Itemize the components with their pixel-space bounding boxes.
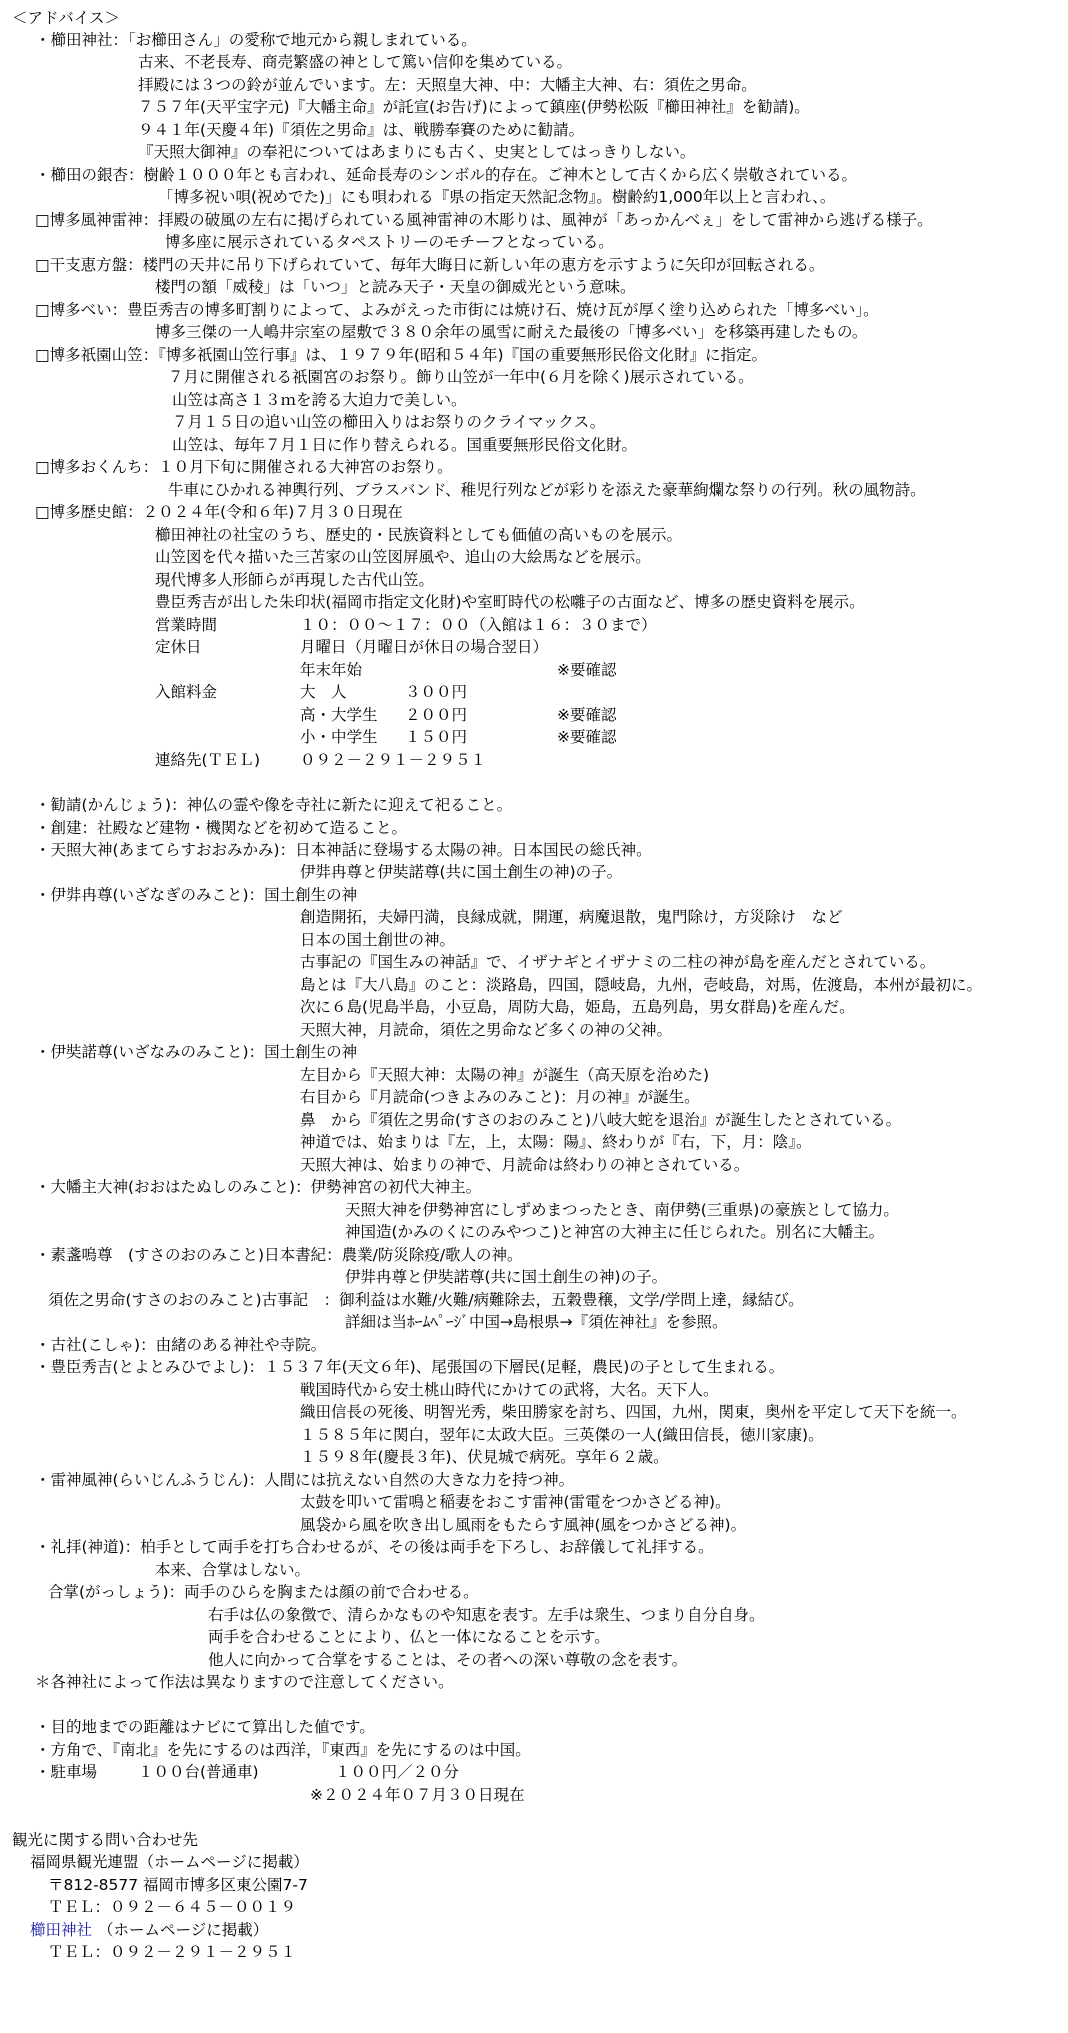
text-line: 神国造(かみのくにのみやつこ)と神宮の大神主に任じられた。別名に大幡主。: [345, 1223, 885, 1241]
text-line: 観光に関する問い合わせ先: [12, 1831, 199, 1849]
museum-tel-label: 連絡先(ＴＥＬ): [155, 751, 261, 769]
text-line: ・伊弉冉尊(いざなぎのみこと)：国土創生の神: [35, 886, 358, 904]
text-line: 右手は仏の象徴で、清らかなものや知恵を表す。左手は衆生、つまり自分自身。: [208, 1606, 765, 1624]
text-line: 右目から『月読命(つきよみのみこと)：月の神』が誕生。: [300, 1088, 700, 1106]
text-line: □博多おくんち：１０月下旬に開催される大神宮のお祭り。: [35, 458, 453, 476]
text-line: 左目から『天照大神：太陽の神』が誕生（高天原を治めた): [300, 1066, 710, 1084]
text-line: ＊各神社によって作法は異なりますので注意してください。: [35, 1673, 454, 1691]
museum-fee-label: 入館料金: [155, 683, 218, 701]
text-line: ・雷神風神(らいじんふうじん)：人間には抗えない自然の大きな力を持つ神。: [35, 1471, 575, 1489]
text-line: □博多べい：豊臣秀吉の博多町割りによって、よみがえった市街には焼け石、焼け瓦が厚く塗り込められた「博多べい」。: [35, 301, 879, 319]
text-line: ・豊臣秀吉(とよとみひでよし)：１５３７年(天文６年)、尾張国の下層民(足軽，農民)の子として生まれる。: [35, 1358, 785, 1376]
text-line: □博多歴史館：２０２４年(令和６年)７月３０日現在: [35, 503, 403, 521]
text-line: ２００円: [405, 706, 468, 724]
museum-tel-value: ０９２－２９１－２９５１: [300, 751, 487, 769]
text-line: ・目的地までの距離はナビにて算出した値です。: [35, 1718, 375, 1736]
text-line: ・大幡主大神(おおはたぬしのみこと)：伊勢神宮の初代大神主。: [35, 1178, 482, 1196]
text-line: 太鼓を叩いて雷鳴と稲妻をおこす雷神(雷電をつかさどる神)。: [300, 1493, 731, 1511]
text-line: 拝殿には３つの鈴が並んでいます。左：天照皇大神、中：大幡主大神、右：須佐之男命。: [138, 76, 757, 94]
text-line: （ホームページに掲載）: [98, 1921, 269, 1939]
text-line: 櫛田神社の社宝のうち、歴史的・民族資料としても価値の高いものを展示。: [155, 526, 683, 544]
text-line: ※２０２４年０７月３０日現在: [310, 1786, 525, 1804]
text-line: １５０円: [405, 728, 468, 746]
text-line: 神道では、始まりは『左，上，太陽：陽』、終わりが『右，下，月：陰』。: [300, 1133, 812, 1151]
section-heading: ＜アドバイス＞: [12, 9, 121, 27]
text-line: ７月１５日の追い山笠の櫛田入りはお祭りのクライマックス。: [172, 413, 606, 431]
text-line: 櫛田神社: [30, 1921, 93, 1939]
text-line: 現代博多人形師らが再現した古代山笠。: [155, 571, 435, 589]
text-line: ９４１年(天慶４年)『須佐之男命』は、戦勝奉賽のために勧請。: [138, 121, 585, 139]
text-line: 日本の国土創世の神。: [300, 931, 456, 949]
text-line: 豊臣秀吉が出した朱印状(福岡市指定文化財)や室町時代の松囃子の古面など、博多の歴史資料を展示。: [155, 593, 865, 611]
text-line: ・伊奘諾尊(いざなみのみこと)：国土創生の神: [35, 1043, 358, 1061]
text-line: ・櫛田神社：「お櫛田さん」の愛称で地元から親しまれている。: [35, 31, 477, 49]
museum-closed-label: 定休日: [155, 638, 202, 656]
text-line: ※要確認: [557, 706, 617, 724]
text-line: ・勧請(かんじょう)：神仏の霊や像を寺社に新たに迎えて祀ること。: [35, 796, 513, 814]
text-line: 伊弉冉尊と伊奘諾尊(共に国土創生の神)の子。: [300, 863, 623, 881]
text-line: 牛車にひかれる神輿行列、ブラスバンド、稚児行列などが彩りを添えた豪華絢爛な祭りの行列。秋の風物詩。: [168, 481, 926, 499]
text-line: １５９８年(慶長３年)、伏見城で病死。享年６２歳。: [300, 1448, 669, 1466]
text-line: ・天照大神(あまてらすおおみかみ)：日本神話に登場する太陽の神。日本国民の総氏神。: [35, 841, 652, 859]
text-line: 博多三傑の一人嶋井宗室の屋敷で３８０余年の風雪に耐えた最後の「博多べい」を移築再建したもの。: [155, 323, 868, 341]
text-line: 山笠図を代々描いた三苫家の山笠図屏風や、追山の大絵馬などを展示。: [155, 548, 651, 566]
text-line: 島とは『大八島』のこと：淡路島，四国，隠岐島，九州，壱岐島，対馬，佐渡島，本州が最初に。: [300, 976, 983, 994]
text-line: 山笠は高さ１３ｍを誇る大迫力で美しい。: [172, 391, 467, 409]
text-line: 年末年始: [300, 661, 363, 679]
text-line: 博多座に展示されているタペストリーのモチーフとなっている。: [165, 233, 614, 251]
text-line: １５８５年に関白，翌年に太政大臣。三英傑の一人(織田信長，徳川家康)。: [300, 1426, 824, 1444]
museum-closed-value: 月曜日（月曜日が休日の場合翌日）: [300, 638, 549, 656]
text-line: 『天照大御神』の奉祀についてはあまりにも古く、史実としてはっきりしない。: [138, 143, 696, 161]
text-line: ・方角で、『南北』を先にするのは西洋，『東西』を先にするのは中国。: [35, 1741, 531, 1759]
text-line: 両手を合わせることにより、仏と一体になることを示す。: [208, 1628, 610, 1646]
text-line: ・創建：社殿など建物・機関などを初めて造ること。: [35, 819, 408, 837]
text-line: ７月に開催される祇園宮のお祭り。飾り山笠が一年中(６月を除く)展示されている。: [168, 368, 754, 386]
text-line: ７５７年(天平宝字元)『大幡主命』が託宣(お告げ)によって鎮座(伊勢松阪『櫛田神社』を勧請)。: [138, 98, 810, 116]
text-line: 創造開拓，夫婦円満，良縁成就，開運，病魔退散，鬼門除け，方災除け など: [300, 908, 843, 926]
text-line: 「博多祝い唄(祝めでた)」にも唄われる『県の指定天然記念物』。樹齢約1,000年以上と言われ、。: [158, 188, 836, 206]
text-line: ＴＥＬ：０９２－６４５－００１９: [48, 1898, 297, 1916]
text-line: 風袋から風を吹き出し風雨をもたらす風神(風をつかさどる神)。: [300, 1516, 747, 1534]
text-line: 詳細は当ﾎｰﾑﾍﾟｰｼﾞ中国→島根県→『須佐神社』を参照。: [345, 1313, 728, 1331]
inquiry-heading: 福岡県観光連盟（ホームページに掲載）: [30, 1853, 309, 1871]
text-line: １００台(普通車): [138, 1763, 259, 1781]
text-line: 他人に向かって合掌をすることは、その者への深い尊敬の念を表す。: [208, 1651, 688, 1669]
text-line: ・素盞嗚尊 (すさのおのみこと)日本書紀：農業/防災除疫/歌人の神。: [35, 1246, 523, 1264]
museum-hours-label: 営業時間: [155, 616, 218, 634]
text-line: ※要確認: [557, 661, 617, 679]
text-line: ・礼拝(神道)：柏手として両手を打ち合わせるが、その後は両手を下ろし、お辞儀して礼拝する。: [35, 1538, 714, 1556]
text-line: 古事記の『国生みの神話』で、イザナギとイザナミの二柱の神が島を産んだとされている。: [300, 953, 936, 971]
text-line: 大 人: [300, 683, 347, 701]
text-line: ３００円: [405, 683, 468, 701]
text-line: １００円／２０分: [335, 1763, 460, 1781]
text-line: 高・大学生: [300, 706, 378, 724]
text-line: 合掌(がっしょう)：両手のひらを胸または顔の前で合わせる。: [48, 1583, 479, 1601]
text-line: □博多風神雷神：拝殿の破風の左右に掲げられている風神雷神の木彫りは、風神が「あっかんべぇ」をして雷神から逃げる様子。: [35, 211, 933, 229]
text-line: □博多祇園山笠：『博多祇園山笠行事』は、１９７９年(昭和５４年)『国の重要無形民俗文化財』に指定。: [35, 346, 767, 364]
text-line: 天照大神，月読命，須佐之男命など多くの神の父神。: [300, 1021, 673, 1039]
text-line: 伊弉冉尊と伊奘諾尊(共に国土創生の神)の子。: [345, 1268, 668, 1286]
text-line: ※要確認: [557, 728, 617, 746]
text-line: 天照大神は、始まりの神で、月読命は終わりの神とされている。: [300, 1156, 750, 1174]
text-line: 織田信長の死後、明智光秀，柴田勝家を討ち、四国，九州，関東，奥州を平定して天下を統一。: [300, 1403, 967, 1421]
text-line: ・櫛田の銀杏：樹齢１０００年とも言われ、延命長寿のシンボル的存在。ご神木として古くから広く崇敬されている。: [35, 166, 858, 184]
text-line: 古来、不老長寿、商売繁盛の神として篤い信仰を集めている。: [138, 53, 573, 71]
text-line: 小・中学生: [300, 728, 378, 746]
text-line: 山笠は、毎年７月１日に作り替えられる。国重要無形民俗文化財。: [172, 436, 638, 454]
text-line: 次に６島(児島半島，小豆島，周防大島，姫島，五島列島，男女群島)を産んだ。: [300, 998, 855, 1016]
text-line: ・駐車場: [35, 1763, 98, 1781]
museum-hours-value: １０：００～１７：００（入館は１６：３０まで）: [300, 616, 657, 634]
text-line: 鼻 から『須佐之男命(すさのおのみこと)八岐大蛇を退治』が誕生したとされている。: [300, 1111, 902, 1129]
text-line: 本来、合掌はしない。: [155, 1561, 311, 1579]
text-line: 天照大神を伊勢神宮にしずめまつったとき、南伊勢(三重県)の豪族として協力。: [345, 1201, 899, 1219]
kushida-shrine-link[interactable]: ＴＥＬ：０９２－２９１－２９５１: [48, 1943, 297, 1961]
text-line: 楼門の額「威稜」は「いつ」と読み天子・天皇の御威光という意味。: [155, 278, 636, 296]
text-line: 〒812-8577 福岡市博多区東公園7-7: [48, 1876, 308, 1894]
text-line: □干支恵方盤：楼門の天井に吊り下げられていて、毎年大晦日に新しい年の恵方を示すように矢印が回転される。: [35, 256, 825, 274]
text-line: 戦国時代から安土桃山時代にかけての武将，大名。天下人。: [300, 1381, 719, 1399]
text-line: 須佐之男命(すさのおのみこと)古事記 ：御利益は水難/火難/病難除去，五穀豊穣，文学/学問上達，縁結び。: [48, 1291, 804, 1309]
text-line: ・古社(こしゃ)：由緒のある神社や寺院。: [35, 1336, 327, 1354]
